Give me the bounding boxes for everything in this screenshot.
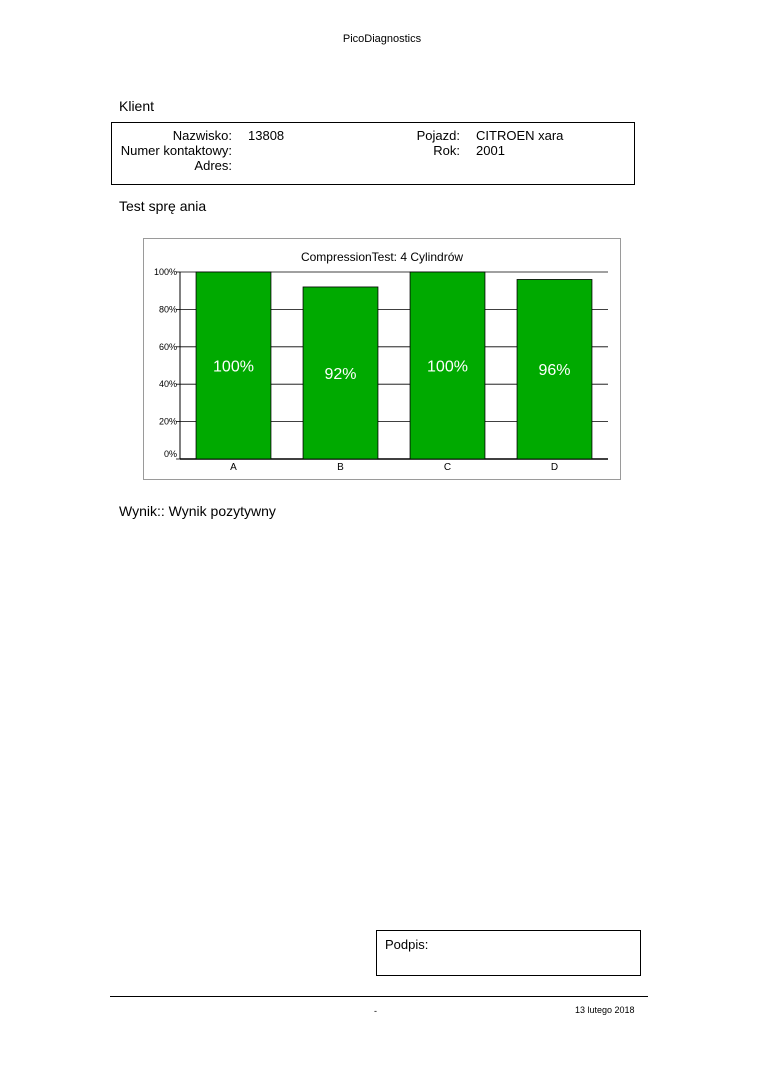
bar-value-label: 100% xyxy=(427,358,468,376)
x-tick-label: B xyxy=(337,462,344,473)
contact-number-label: Numer kontaktowy: xyxy=(120,143,232,158)
bar-value-label: 96% xyxy=(538,362,571,380)
footer-date: 13 lutego 2018 xyxy=(575,1005,635,1015)
result-text: Wynik:: Wynik pozytywny xyxy=(119,503,276,519)
surname-label: Nazwisko: xyxy=(172,128,232,143)
compression-chart xyxy=(143,238,621,480)
address-label: Adres: xyxy=(194,158,232,173)
y-tick-label: 60% xyxy=(158,341,177,352)
vehicle-label: Pojazd: xyxy=(416,128,460,143)
y-tick-label: 80% xyxy=(158,304,177,315)
client-section-title: Klient xyxy=(119,98,155,114)
signature-box xyxy=(376,930,641,976)
surname-value: 13808 xyxy=(248,128,285,143)
report-header-title: PicoDiagnostics xyxy=(342,33,422,45)
test-section-title: Test sprę ania xyxy=(119,198,207,214)
footer-divider xyxy=(110,996,648,997)
year-label: Rok: xyxy=(433,143,460,158)
bar-value-label: 100% xyxy=(213,358,254,376)
x-tick-label: A xyxy=(230,462,237,473)
y-tick-label: 20% xyxy=(158,416,177,427)
x-tick-label: D xyxy=(550,462,559,473)
bar-value-label: 92% xyxy=(324,365,357,383)
vehicle-value: CITROEN xara xyxy=(476,128,564,143)
chart-title: CompressionTest: 4 Cylindrów xyxy=(300,250,464,264)
x-tick-label: C xyxy=(443,462,452,473)
signature-label: Podpis: xyxy=(385,937,429,952)
y-tick-label: 100% xyxy=(153,267,177,277)
y-tick-label: 40% xyxy=(158,379,177,390)
year-value: 2001 xyxy=(476,143,505,158)
footer-center-mark: - xyxy=(374,1006,377,1016)
compression-chart-svg xyxy=(144,239,620,479)
client-info-box xyxy=(111,122,635,185)
y-tick-label: 0% xyxy=(163,449,177,459)
